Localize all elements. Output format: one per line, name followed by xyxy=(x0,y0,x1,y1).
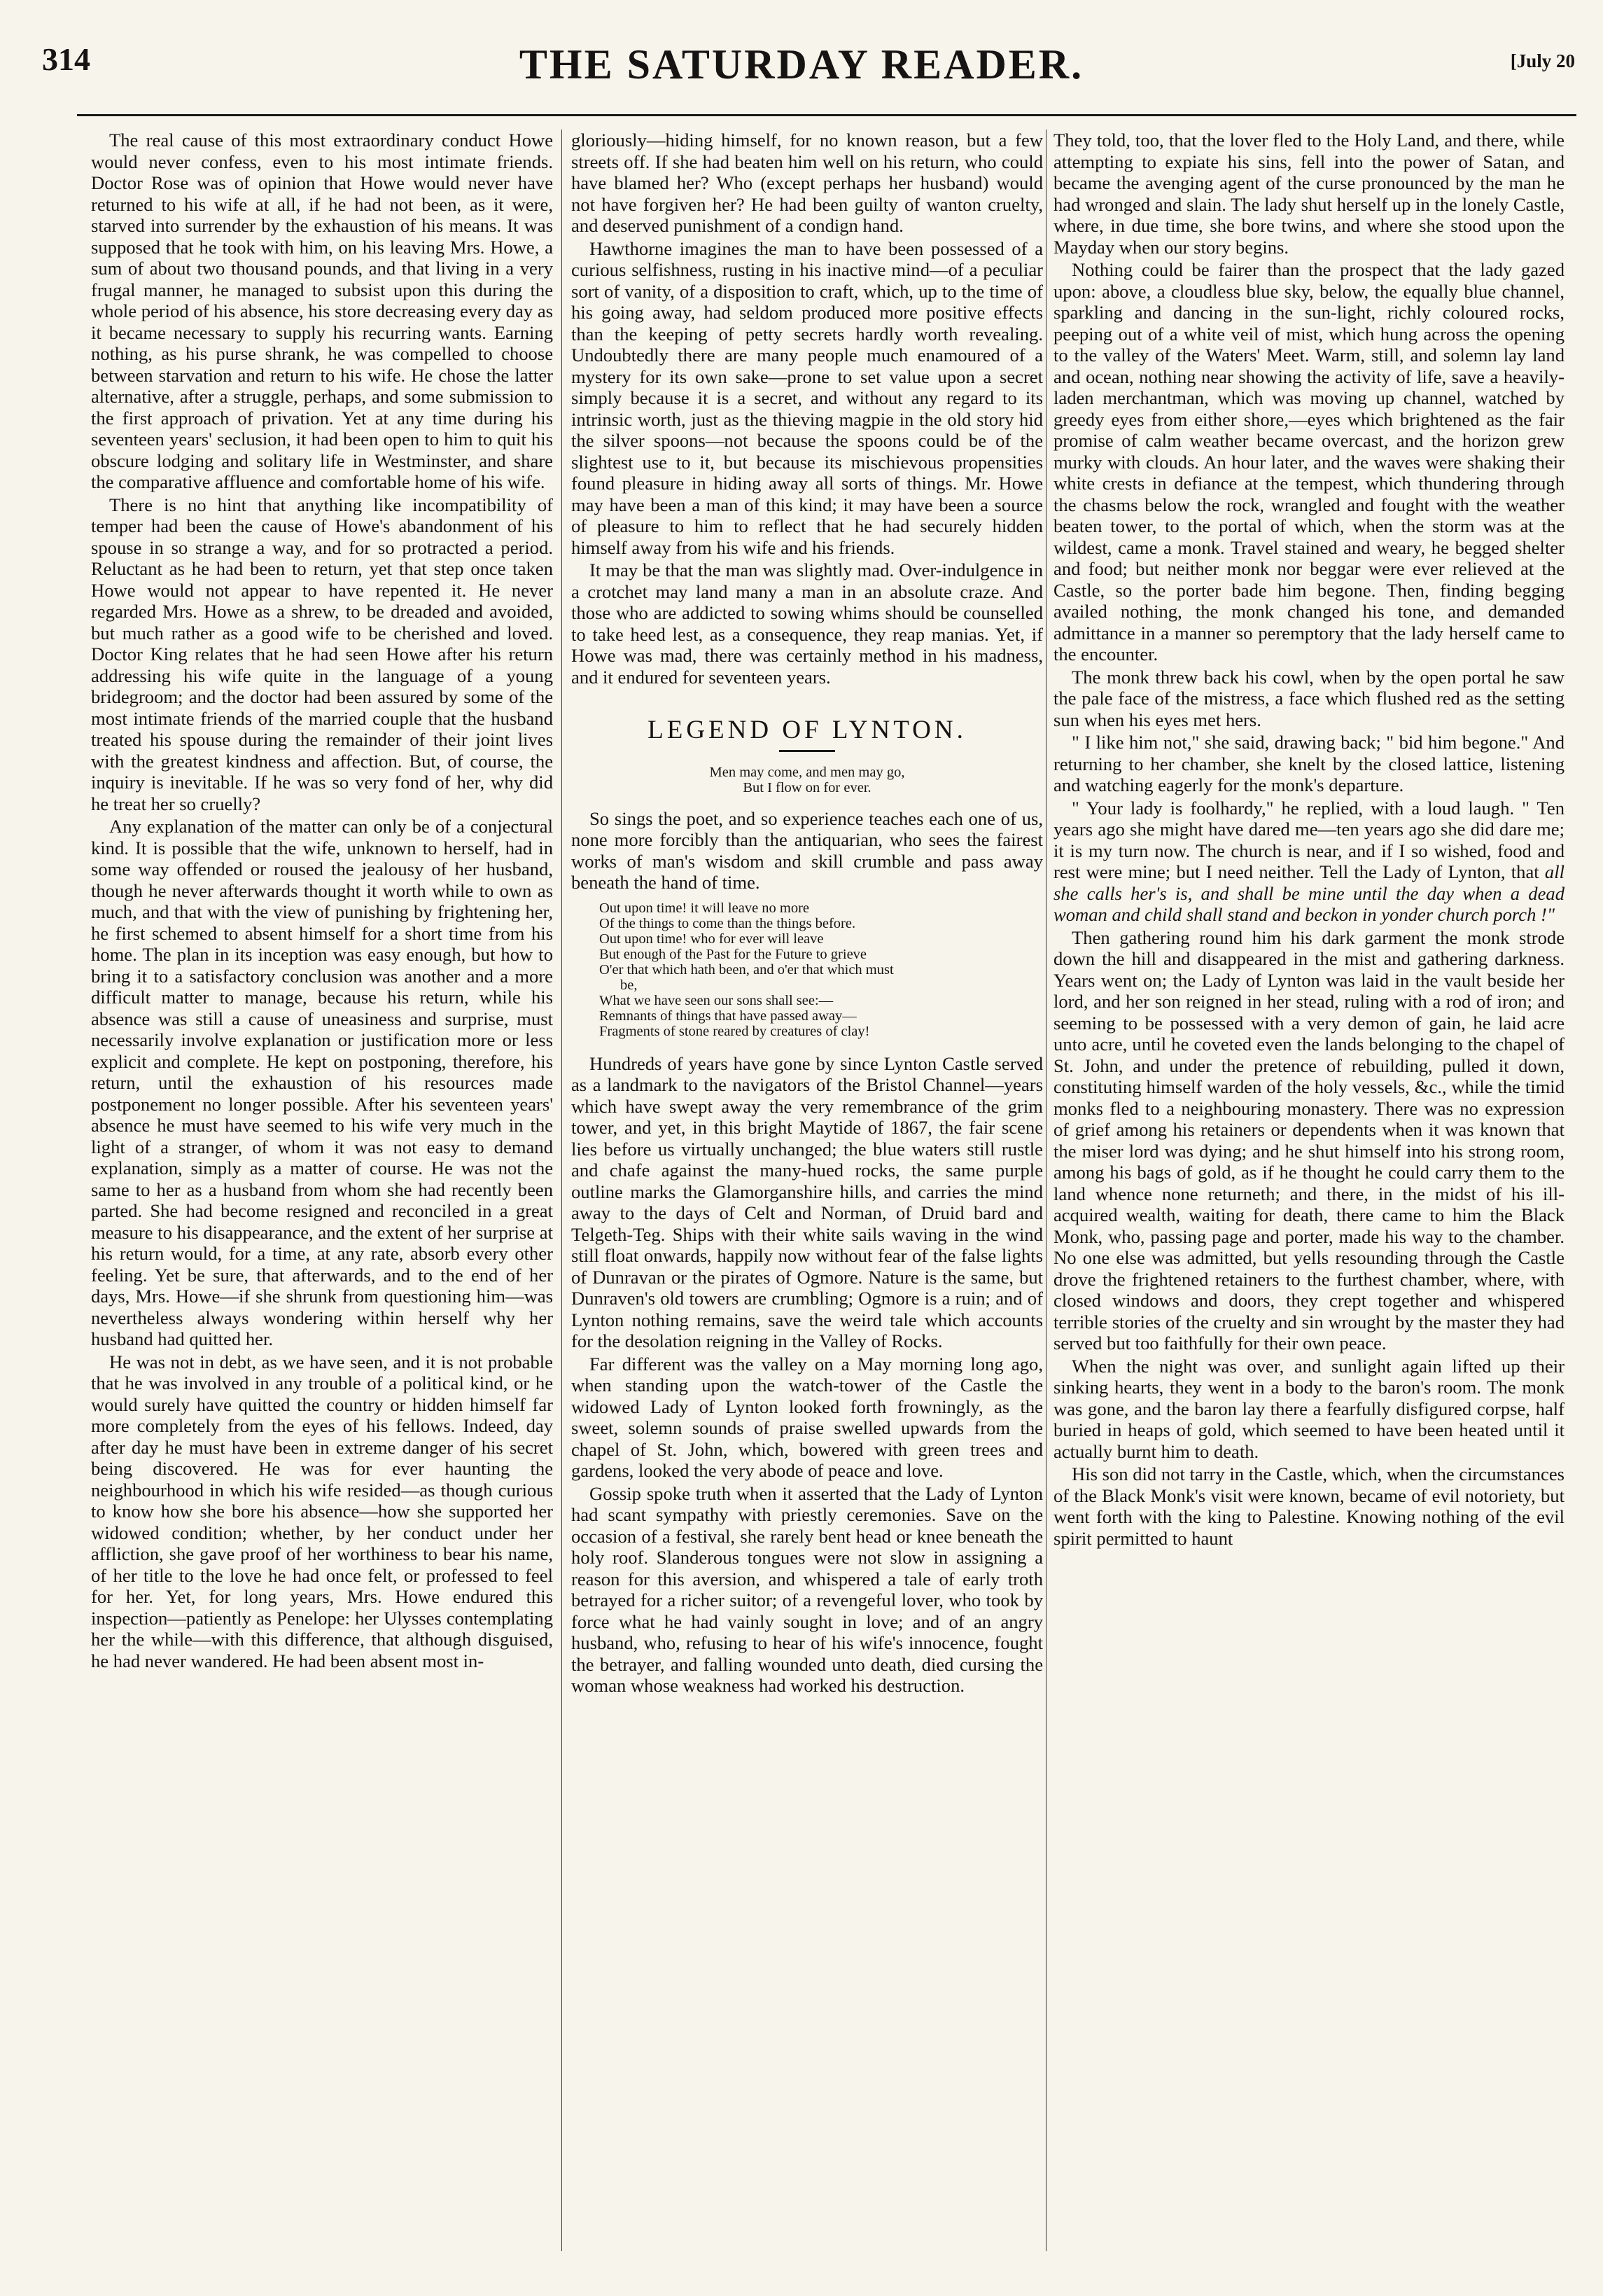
issue-date: [July 20 xyxy=(1510,50,1575,71)
paragraph: His son did not tarry in the Castle, which, when the circumstances of the Black Monk's visit were known, became of evil notoriety, but went forth with the king to Palestine. Knowing nothing of the evil spirit permitted to haunt xyxy=(1054,1463,1564,1549)
article-title: LEGEND OF LYNTON. xyxy=(648,716,967,744)
verse-line: Out upon time! it will leave no more xyxy=(599,900,810,916)
column-2 xyxy=(571,130,1043,2272)
verse-line: What we have seen our sons shall see:— xyxy=(599,992,834,1008)
epigraph-line: But I flow on for ever. xyxy=(743,779,872,795)
page-number: 314 xyxy=(42,41,90,77)
title-rule xyxy=(779,750,835,752)
epigraph-line: Men may come, and men may go, xyxy=(709,764,905,780)
verse-line: Fragments of stone reared by creatures of clay! xyxy=(599,1023,870,1039)
column-1 xyxy=(91,130,553,2272)
paragraph: It may be that the man was slightly mad. Over-indulgence in a crotchet may land many a man in an absolute craze. And those who are addicted to sowing whims should be counselled to take heed lest, as a consequence, they reap manias. Yet, if Howe was mad, there was certainly method in his madness, and it endured for seventeen years. xyxy=(571,559,1043,688)
column-divider xyxy=(561,130,562,2251)
header-rule xyxy=(77,114,1576,116)
paragraph: Hundreds of years have gone by since Lynton Castle served as a landmark to the navigators of the Bristol Channel—years which have swept away the very remembrance of the grim tower, and yet, in this bright Maytide of 1867, the fair scene lies before us virtually unchanged; the blue waters still rustle and chafe against the many-hued rocks, the same purple outline marks the Glamorganshire hills, and carries the mind away to the days of Celt and Norman, of Druid bard and Telgeth-Teg. Ships with their white sails waving in the wind still float onwards, happily now without fear of the false lights of Dunravan or the pirates of Ogmore. Nature is the same, but Dunraven's old towers are crumbling; Ogmore is a ruin; and of Lynton nothing remains, save the weird tale which accounts for the desolation reigning in the Valley of Rocks. xyxy=(571,1052,1043,1351)
paragraph xyxy=(1054,798,1564,926)
paragraph: Far different was the valley on a May morning long ago, when standing upon the watch-tower of the Castle the widowed Lady of Lynton looked forth frowningly, as the sweet, solemn sounds of praise swelled upwards from the chapel of St. John, which, bowered with green trees and gardens, looked the very abode of peace and love. xyxy=(571,1353,1043,1481)
paragraph: They told, too, that the lover fled to the Holy Land, and there, while attempting to expiate his sins, fell into the power of Satan, and became the avenging agent of the curse pronounced by the man he had wronged and slain. The lady shut herself up in the lonely Castle, where, in due time, she bore twins, and where she stood upon the Mayday when our story begins. xyxy=(1054,130,1564,258)
masthead-title: THE SATURDAY READER. xyxy=(519,41,1084,88)
paragraph: The real cause of this most extraordinary conduct Howe would never confess, even to his most intimate friends. Doctor Rose was of opinion that Howe would never have returned to his wife at all, if he had not been, as it were, starved into surrender by the exhaustion of his means. It was supposed that he took with him, on his leaving Mrs. Howe, a sum of about two thousand pounds, and that living in a very frugal manner, he managed to subsist upon this during the whole period of his absence, his store decreasing every day as it became necessary to supply his recurring wants. Earning nothing, as his purse shrank, he was compelled to choose between starvation and return to his wife. He chose the latter alternative, after a struggle, perhaps, and some submission to the first approach of privation. Yet at any time during his seventeen years' seclusion, it had been open to him to quit his obscure lodging and solitary life in Westminster, and share the comparative affluence and comfortable home of his wife. xyxy=(91,130,553,492)
paragraph: Hawthorne imagines the man to have been possessed of a curious selfishness, rusting in his inactive mind—of a peculiar sort of vanity, of a disposition to craft, which, up to the time of his going away, had seldom produced more positive effects than the keeping of petty secrets hardly worth revealing. Undoubtedly there are many people much enamoured of a mystery for its own sake—prone to set value upon a secret simply because it is a secret, and without any regard to its intrinsic worth, just as the thieving magpie in the old story hid the silver spoons—not because the spoons could be of the slightest use to it, but because its mischievous propensities found pleasure in hiding away all sorts of things. Mr. Howe may have been a man of this kind; it may have been a source of pleasure to him to reflect that he had securely hidden himself away from his wife and his friends. xyxy=(571,237,1043,558)
paragraph: Then gathering round him his dark garment the monk strode down the hill and disappeared in the mist and gathering darkness. Years went on; the Lady of Lynton was laid in the vault beside her lord, and her son reigned in her stead, ruling with a rod of iron; and seeming to be possessed with a very demon of gain, he laid acre unto acre, until he coveted even the lands belonging to the chapel of St. John, and under the pretence of rebuilding, pulled it down, constituting himself warden of the holy vessels, &c., while the timid monks fled to a neighbouring monastery. There was no expression of grief among his retainers or dependents when it was known that the miser lord was dying; and he shut himself into his strong room, among his bags of gold, as if he thought he could carry them to the land whence none returneth; and there, in the midst of his ill-acquired wealth, waiting for death, there came to him the Black Monk, who, passing page and porter, made his way to the chamber. No one else was admitted, but yells resounding through the Castle drove the frightened retainers to the furthest chamber, where, with closed windows and doors, they crept together and whispered terrible stories of the cruelty and sin wrought by the master they had served but too faithfully for their own peace. xyxy=(1054,926,1564,1354)
verse-line: be, xyxy=(620,977,638,993)
paragraph: Gossip spoke truth when it asserted that the Lady of Lynton had scant sympathy with priestly ceremonies. Save on the occasion of a festival, she rarely bent head or knee beneath the holy roof. Slanderous tongues were not slow in assigning a reason for this aversion, and whispered a tale of early troth betrayed for a richer suitor; of a revengeful lover, who took by force what he had vainly sought in love; and of an angry husband, who, refusing to hear of his wife's innocence, fought the betrayer, and falling wounded unto death, died cursing the woman whose weakness had worked his destruction. xyxy=(571,1482,1043,1696)
paragraph: He was not in debt, as we have seen, and it is not probable that he was involved in any trouble of a political kind, or he would surely have quitted the country or hidden himself far more completely from the eyes of his fellows. Indeed, day after day he must have been in extreme danger of his secret being discovered. He was for ever haunting the neighbourhood in which his wife resided—as though curious to know how she bore his absence—how she supported her widowed condition; whether, by her conduct under her affliction, she gave proof of her worthiness to bear his name, of her title to the love he had once felt, or professed to feel for her. Yet, for long years, Mrs. Howe endured this inspection—patiently as Penelope: her Ulysses contemplating her the while—with this difference, that although disguised, he had never wandered. He had been absent most in- xyxy=(91,1351,553,1671)
verse-line: Out upon time! who for ever will leave xyxy=(599,931,824,947)
verse-line: Remnants of things that have passed away— xyxy=(599,1008,857,1024)
paragraph: There is no hint that anything like incompatibility of temper had been the cause of Howe's abandonment of his spouse in so strange a way, and for so protracted a period. Reluctant as he had been to return, yet that step once taken Howe would not appear to have repented it. He never regarded Mrs. Howe as a shrew, to be dreaded and avoided, but much rather as a good wife to be cherished and loved. Doctor King relates that he had seen Howe after his return addressing his wife quite in the language of a young bridegroom; and the doctor had been assured by some of the most intimate friends of the married couple that the husband treated his spouse during the remainder of their joint lives with the greatest kindness and affection. But, of course, the inquiry is inevitable. If he was so very fond of her, why did he treat her so cruelly? xyxy=(91,494,553,814)
verse-line: Of the things to come than the things before. xyxy=(599,915,856,931)
paragraph-text: " Your lady is foolhardy," he replied, with a loud laugh. " Ten years ago she might have dared me—ten years ago she did dare me; it is my turn now. The church is near, and if I so wished, food and rest were mine; but I need neither. Tell the Lady of Lynton, that xyxy=(1054,797,1564,882)
paragraph: When the night was over, and sunlight again lifted up their sinking hearts, they went in a body to the baron's room. The monk was gone, and the baron lay there a fearfully disfigured corpse, half buried in heaps of gold, which seemed to have been heated until it actually burnt him to death. xyxy=(1054,1355,1564,1462)
verse-line: But enough of the Past for the Future to grieve xyxy=(599,946,867,962)
paragraph: gloriously—hiding himself, for no known reason, but a few streets off. If she had beaten him well on his return, who could have blamed her? Who (except perhaps her husband) would not have forgiven her? He had been guilty of wanton cruelty, and deserved punishment of a condign hand. xyxy=(571,130,1043,236)
page-header xyxy=(0,0,1603,105)
paragraph: Any explanation of the matter can only be of a conjectural kind. It is possible that the wife, unknown to herself, had in some way offended or roused the jealousy of her husband, though he never afterwards thought it worth while to own as much, and that with the view of punishing by frightening her, he first schemed to absent himself for a short time from his home. The plan in its inception was easy enough, but how to bring it to a satisfactory conclusion was another and a more difficult matter to manage, because his return, while his absence was still a cause of uneasiness and surprise, must necessarily involve explanation or justification more or less explicit and complete. He kept on postponing, therefore, his return, until the exhaustion of his resources made postponement no longer possible. After his seventeen years' absence he must have seemed to his wife very much in the light of a stranger, of whom it was not easy to demand explanation, simply as a matter of course. He was not the same to her as a husband from whom she had recently been parted. She had become resigned and reconciled in a great measure to his disappearance, and the extent of her surprise at his return would, for a time, at any rate, absorb every other feeling. Yet be sure, that afterwards, and to the end of her days, Mrs. Howe—if she shrunk from questioning him—was nevertheless always wondering within herself why her husband had quitted her. xyxy=(91,816,553,1349)
italic-quote: all she calls her's is, and shall be mine until the day when a dead woman and child shall stand and beckon in yonder church porch !" xyxy=(1054,861,1564,925)
verse xyxy=(599,900,1043,1039)
paragraph: So sings the poet, and so experience teaches each one of us, none more forcibly than the antiquarian, who sees the fairest works of man's wisdom and skill crumble and pass away beneath the hand of time. xyxy=(571,807,1043,893)
verse-line: O'er that which hath been, and o'er that which must xyxy=(599,961,894,977)
epigraph xyxy=(571,765,1043,795)
paragraph: Nothing could be fairer than the prospect that the lady gazed upon: above, a cloudless blue sky, below, the equally blue channel, sparkling and dancing in the sun-light, richly coloured rocks, peeping out of a white veil of mist, which hung across the opening to the valley of the Waters' Meet. Warm, still, and solemn lay land and ocean, nothing near showing the activity of life, save a heavily-laden merchantman, which was moving up channel, watched by greedy eyes from either shore,—eyes which brightened as the fair promise of calm weather became overcast, and the horizon grew murky with clouds. An hour later, and the waves were shaking their white crests in defiance at the tempest, which thundering through the chasms below the rock, wrangled and fought with the weather beaten tower, to the portal of which, when the storm was at the wildest, came a monk. Travel stained and weary, he begged shelter and food; but neither monk nor beggar were ever relieved at the Castle, so the porter bade him begone. Then, finding begging availed nothing, the monk changed his tone, and demanded admittance in a manner so peremptory that the lady herself came to the encounter. xyxy=(1054,259,1564,665)
column-3 xyxy=(1054,130,1564,2272)
paragraph: The monk threw back his cowl, when by the open portal he saw the pale face of the mistress, a face which flushed red as the setting sun when his eyes met hers. xyxy=(1054,666,1564,730)
paragraph: " I like him not," she said, drawing back; " bid him begone." And returning to her chamber, she knelt by the closed lattice, listening and watching eagerly for the monk's departure. xyxy=(1054,732,1564,795)
